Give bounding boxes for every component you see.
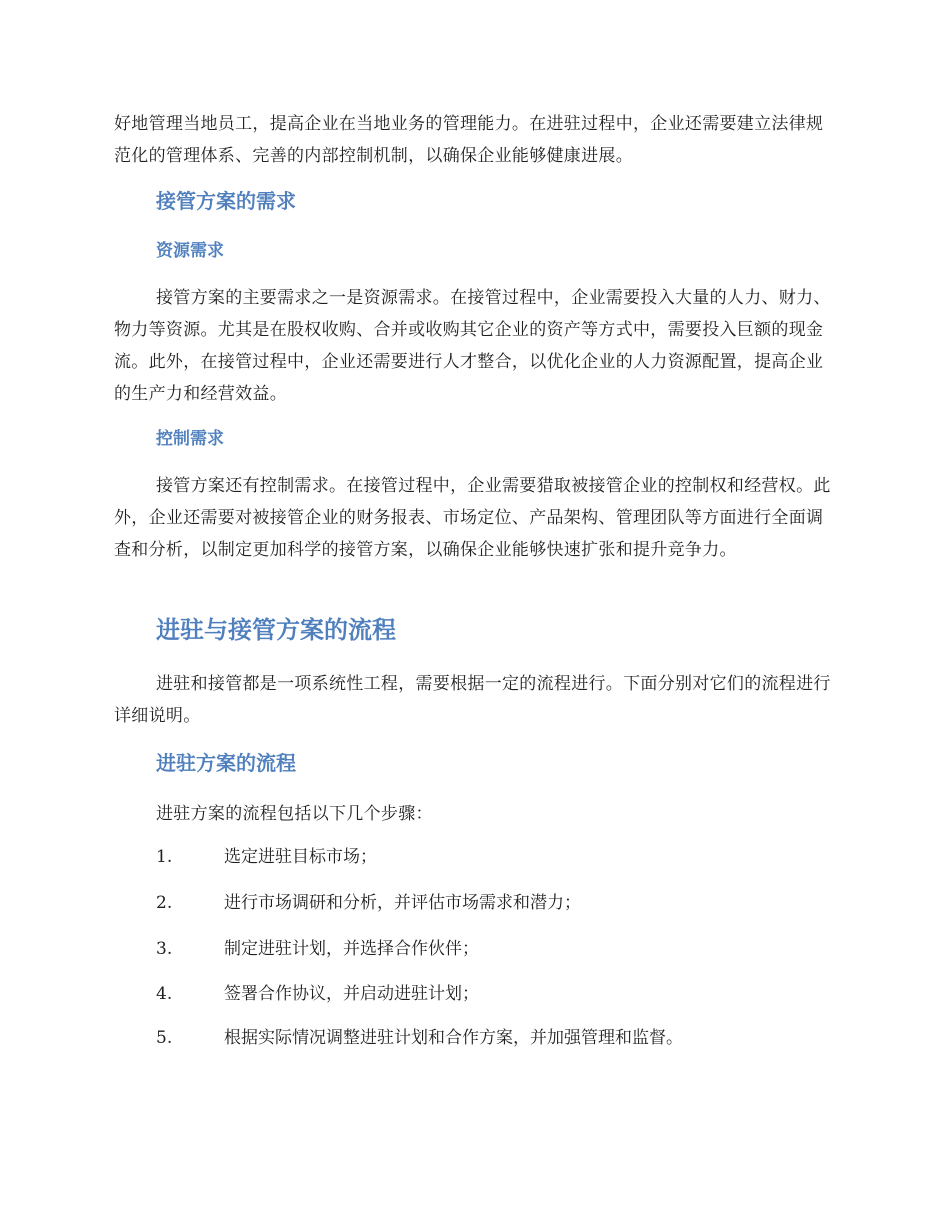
heading-entry-process: 进驻方案的流程	[156, 751, 296, 775]
list-item-number: 1.	[156, 847, 173, 867]
list-item-number: 3.	[156, 939, 173, 959]
list-item-text: 选定进驻目标市场；	[224, 847, 377, 867]
list-item	[114, 889, 840, 917]
heading-process: 进驻与接管方案的流程	[156, 616, 396, 644]
paragraph-steps-intro: 进驻方案的流程包括以下几个步骤：	[156, 804, 433, 824]
list-item-text: 根据实际情况调整进驻计划和合作方案，并加强管理和监督。	[224, 1028, 683, 1048]
list-item-number: 2.	[156, 893, 173, 913]
list-item	[114, 843, 840, 871]
list-item	[114, 935, 840, 963]
list-item-number: 5.	[156, 1028, 173, 1048]
list-item	[114, 980, 840, 1008]
list-item	[114, 1024, 840, 1052]
paragraph-control-needs: 接管方案还有控制需求。在接管过程中，企业需要猎取被接管企业的控制权和经营权。此外，企业还需要对被接管企业的财务报表、市场定位、产品架构、管理团队等方面进行全面调查和分析，以制定更加科学的接管方案，以确保企业能够快速扩张和提升竞争力。	[114, 476, 831, 560]
paragraph-intro: 好地管理当地员工，提高企业在当地业务的管理能力。在进驻过程中，企业还需要建立法律规范化的管理体系、完善的内部控制机制，以确保企业能够健康进展。	[114, 114, 824, 166]
paragraph-process: 进驻和接管都是一项系统性工程，需要根据一定的流程进行。下面分别对它们的流程进行详细说明。	[114, 674, 831, 726]
paragraph-resource-needs: 接管方案的主要需求之一是资源需求。在接管过程中，企业需要投入大量的人力、财力、物力等资源。尤其是在股权收购、合并或收购其它企业的资产等方式中，需要投入巨额的现金流。此外，在接管过程中，企业还需要进行人才整合，以优化企业的人力资源配置，提高企业的生产力和经营效益。	[114, 288, 831, 404]
list-item-text: 制定进驻计划，并选择合作伙伴；	[224, 939, 479, 959]
heading-resource-needs: 资源需求	[156, 241, 224, 261]
list-item-number: 4.	[156, 984, 173, 1004]
heading-takeover-needs: 接管方案的需求	[156, 189, 296, 213]
heading-control-needs: 控制需求	[156, 429, 224, 449]
list-item-text: 签署合作协议，并启动进驻计划；	[224, 984, 479, 1004]
list-item-text: 进行市场调研和分析，并评估市场需求和潜力；	[224, 893, 581, 913]
